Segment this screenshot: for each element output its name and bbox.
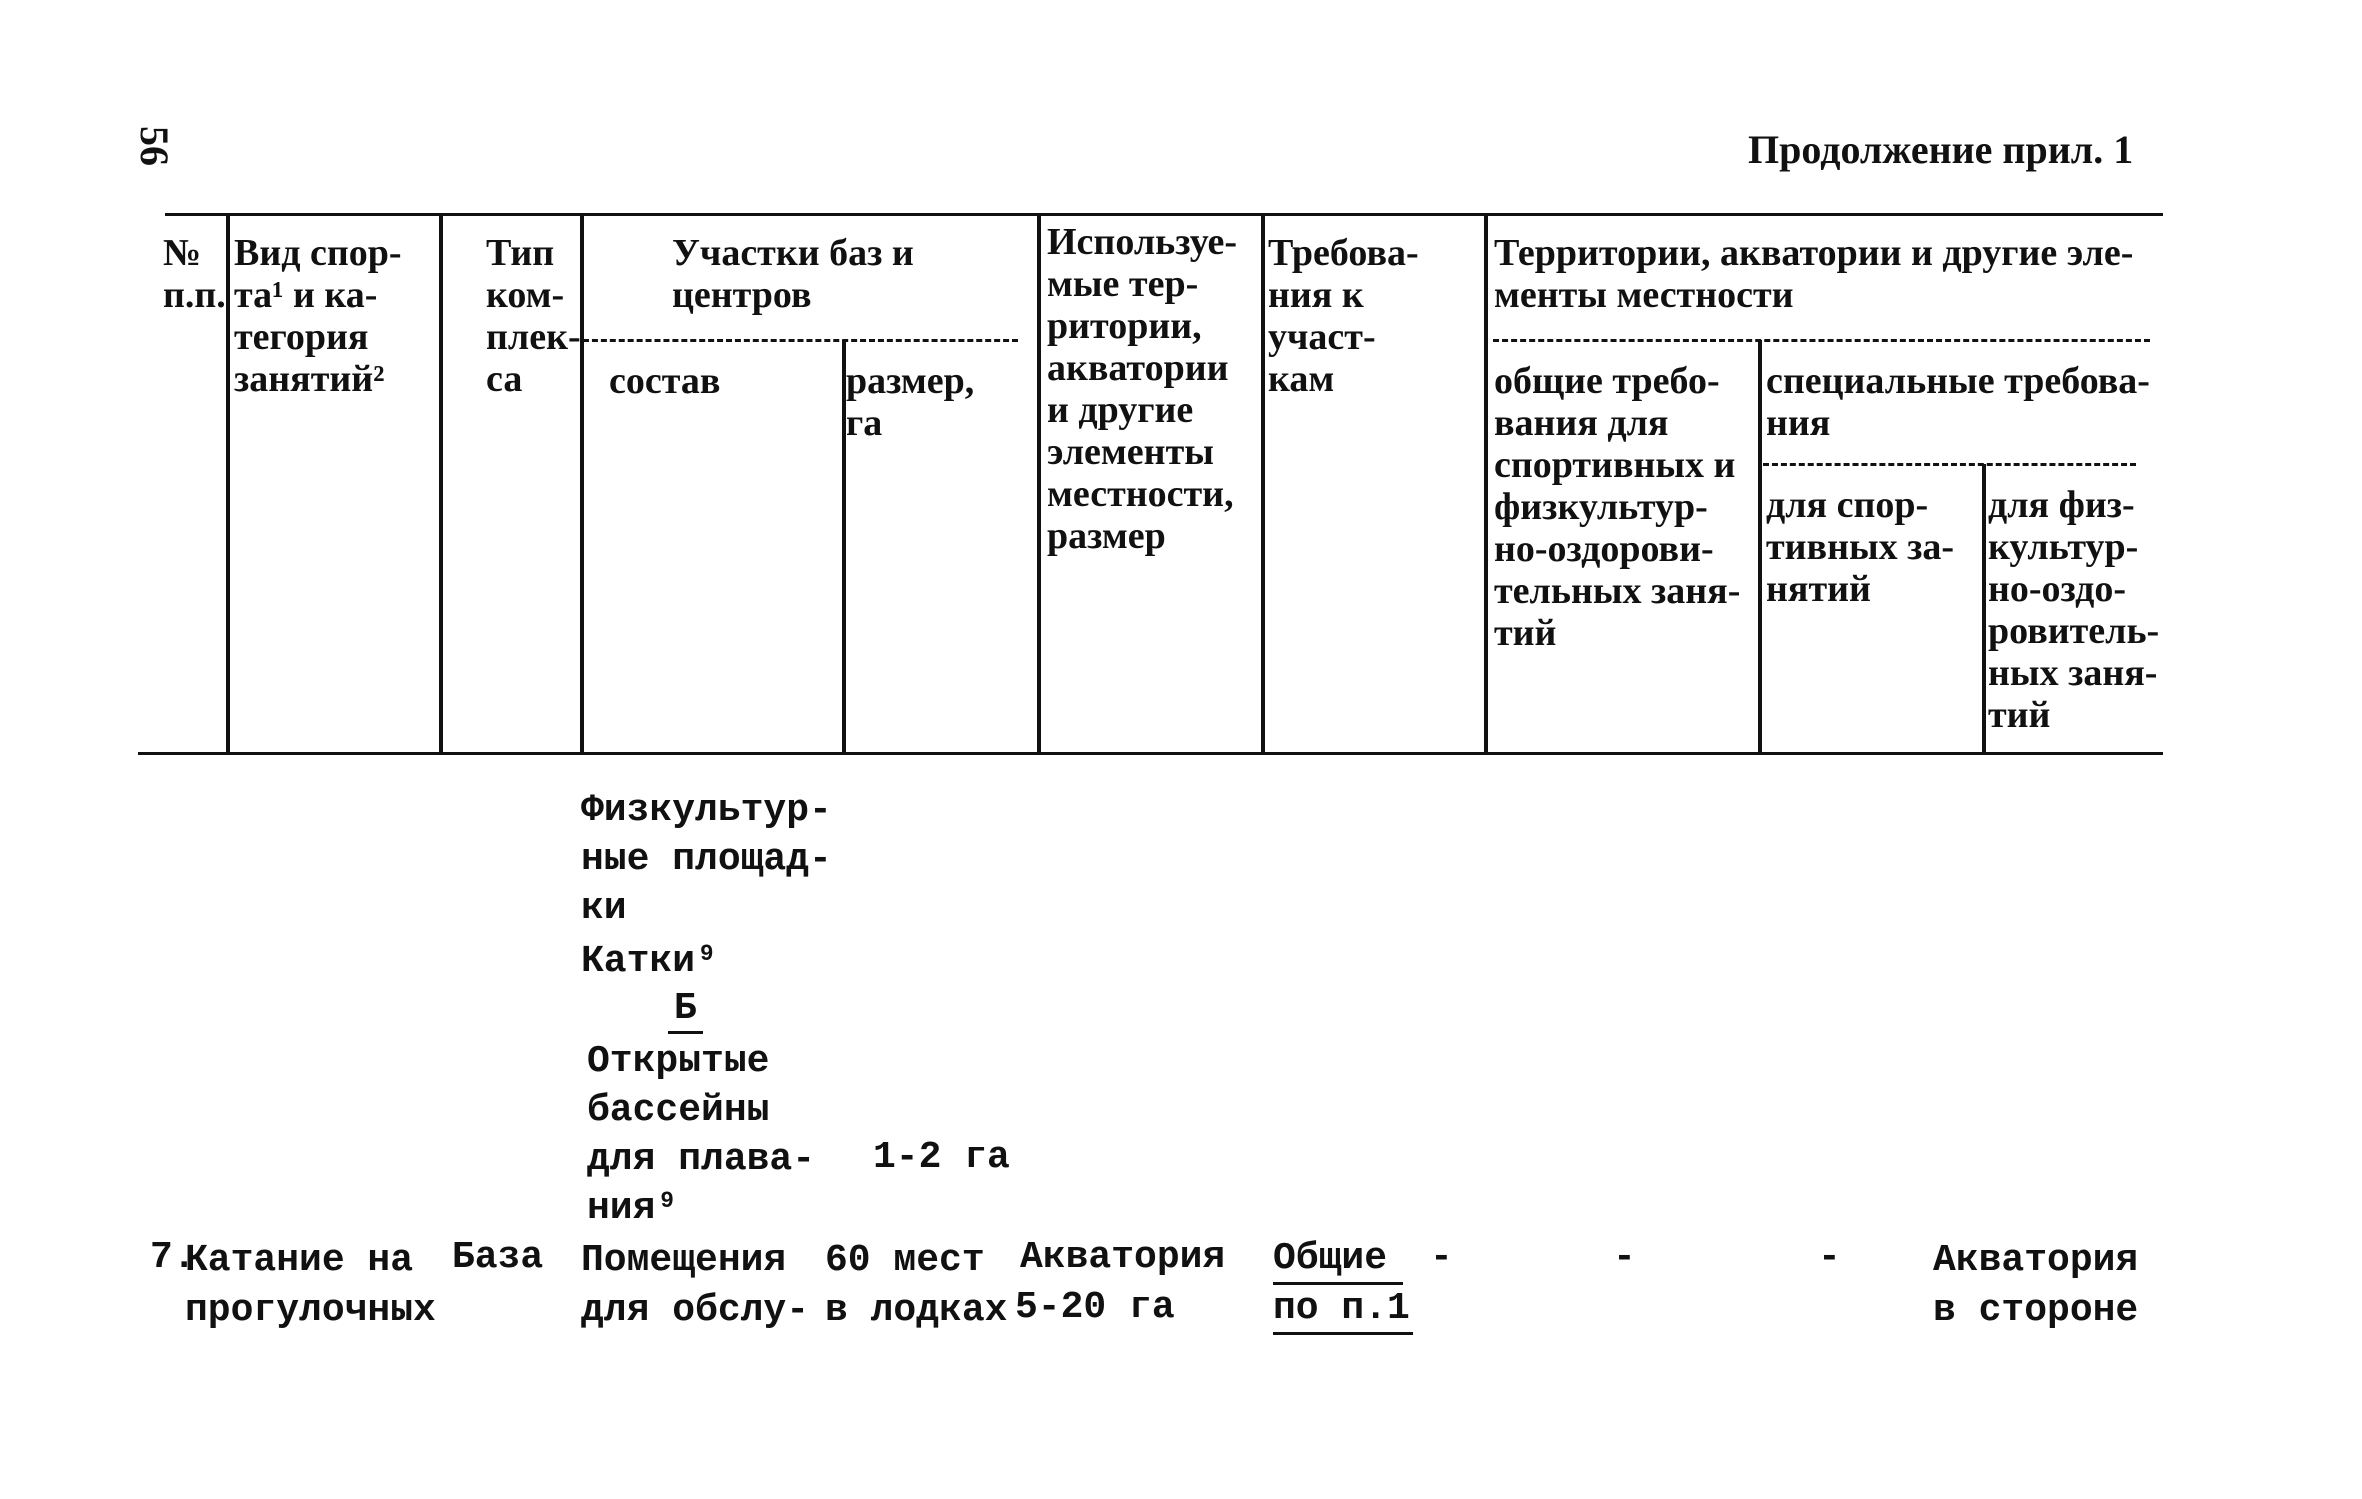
open-pools: Открытые бассейны для плава- ния⁹ [587, 1040, 816, 1230]
col-divider-2 [439, 215, 443, 755]
header-number: № п.п. [163, 232, 226, 316]
header-site-requirements: Требова- ния к участ- кам [1268, 232, 1419, 400]
header-complex-type: Тип ком- плек- са [486, 232, 581, 400]
row7-dash-general: - [1430, 1236, 1453, 1279]
row7-capacity: 60 мест в лодках [825, 1239, 1008, 1332]
col-divider-6 [1261, 215, 1265, 755]
col-divider-8 [1758, 340, 1762, 755]
continuation-title: Продолжение прил. 1 [1748, 127, 2134, 172]
header-sport: Вид спор- та¹ и ка- тегория занятий² [234, 232, 402, 400]
pools-size: 1-2 га [873, 1136, 1010, 1179]
row7-area: 5-20 га [1015, 1286, 1175, 1329]
col-divider-5 [1037, 215, 1041, 755]
row7-used: Акватория [1020, 1236, 1226, 1279]
terr-subheader-rule [1493, 339, 2150, 342]
row7-composition: Помещения для обслу- [581, 1239, 810, 1332]
row7-req-ref: по п.1 [1273, 1286, 1413, 1335]
category-b: Б [668, 986, 703, 1034]
header-territories: Территории, акватории и другие эле- менты местности [1494, 232, 2134, 316]
row7-dash-territory: - [1613, 1236, 1636, 1279]
row7-sport: Катание на прогулочных [185, 1239, 436, 1332]
header-sites: Участки баз и центров [672, 232, 914, 316]
col-divider-7 [1484, 215, 1488, 755]
rinks: Катки⁹ [581, 940, 718, 983]
header-special-fitness: для физ- культур- но-оздо- ровитель- ных заня- тий [1988, 484, 2160, 736]
row7-number: 7. [150, 1236, 196, 1279]
special-subheader-rule [1763, 463, 2136, 466]
header-sites-size: размер, га [846, 360, 975, 444]
header-special-requirements: специальные требова- ния [1766, 360, 2150, 444]
header-special-sport: для спор- тивных за- нятий [1766, 484, 1955, 610]
header-general-requirements: общие требо- вания для спортивных и физкультур- но-оздорови- тельных заня- тий [1494, 360, 1741, 654]
sites-subheader-rule [583, 339, 1018, 342]
header-sites-composition: состав [609, 360, 721, 402]
col-divider-1 [226, 215, 230, 755]
row7-dash-special-sport: - [1818, 1236, 1841, 1279]
table-top-rule [165, 213, 2163, 216]
fitness-grounds: Физкультур- ные площад- ки [581, 789, 832, 930]
row7-complex: База [452, 1236, 544, 1279]
row7-special-fitness: Акватория в стороне [1933, 1239, 2139, 1332]
page-number: 56 [132, 126, 177, 166]
row7-req-general: Общие [1273, 1236, 1403, 1285]
col-divider-9 [1982, 464, 1986, 755]
header-used-territories: Используе- мые тер- ритории, акватории и другие элементы местности, размер [1047, 221, 1238, 557]
